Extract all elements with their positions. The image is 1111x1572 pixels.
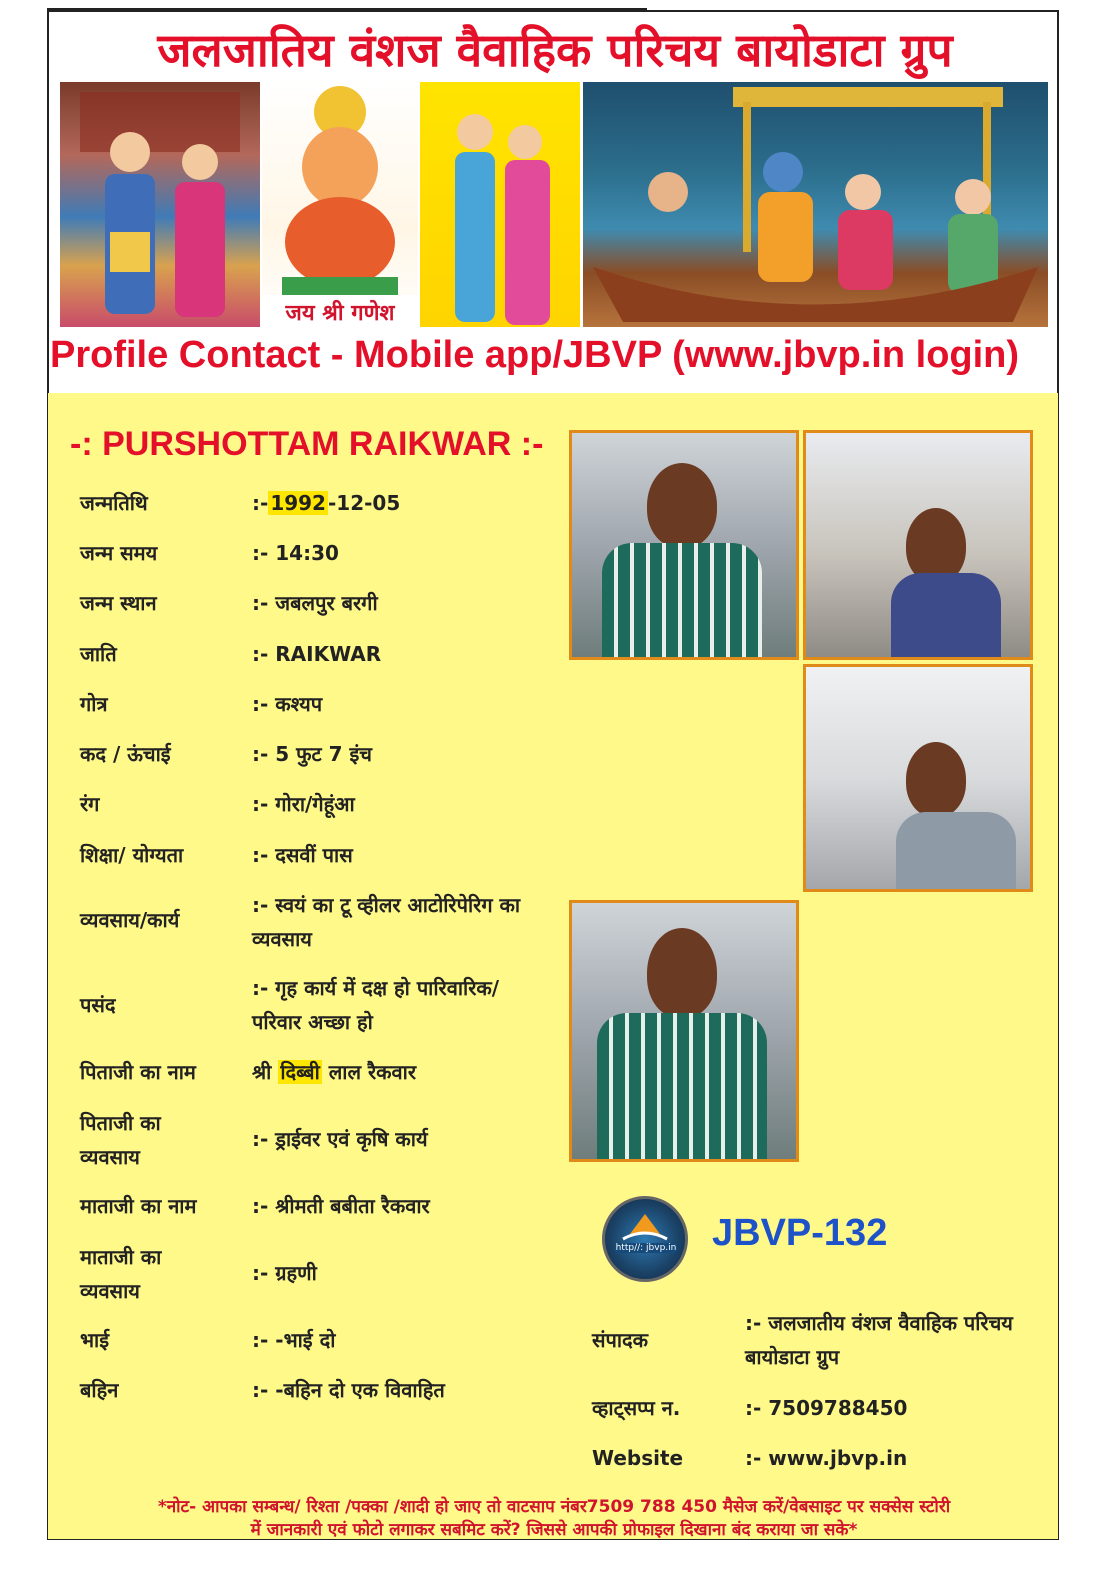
- value-occupation: :- स्वयं का टू व्हीलर आटोरिपेरिग का व्यवसाय: [252, 893, 521, 951]
- label-brothers: भाई: [80, 1328, 110, 1352]
- value-editor: :- जलजातीय वंशज वैवाहिक परिचय बायोडाटा ग्रुप: [745, 1311, 1013, 1369]
- banner-image-ram-sita: [60, 82, 260, 327]
- banner-image-ram-sita-2: [420, 82, 580, 327]
- value-whatsapp[interactable]: :- 7509788450: [745, 1396, 908, 1420]
- label-whatsapp: व्हाट्सप्प न.: [592, 1396, 681, 1420]
- label-father-occupation: पिताजी का व्यवसाय: [80, 1111, 161, 1169]
- dob-year: 1992: [270, 491, 326, 515]
- profile-id: JBVP-132: [712, 1212, 888, 1254]
- value-caste: :- RAIKWAR: [252, 642, 382, 666]
- dob-prefix: :-: [252, 491, 269, 515]
- footer-note: [50, 1496, 1058, 1542]
- jbvp-logo: [602, 1196, 688, 1282]
- father-prefix: श्री: [252, 1060, 272, 1084]
- banner-image-boat: [583, 82, 1048, 327]
- candidate-name: -: PURSHOTTAM RAIKWAR :-: [70, 425, 544, 463]
- father-rest: लाल रैकवार: [328, 1060, 417, 1084]
- label-birth-time: जन्म समय: [80, 541, 158, 565]
- label-education: शिक्षा/ योग्यता: [80, 843, 184, 867]
- label-mother-occupation: माताजी का व्यवसाय: [80, 1245, 162, 1303]
- label-father-name: पिताजी का नाम: [80, 1060, 196, 1084]
- value-mother-name: :- श्रीमती बबीता रैकवार: [252, 1194, 430, 1218]
- value-website[interactable]: :- www.jbvp.in: [745, 1446, 908, 1470]
- candidate-photo-3: [803, 664, 1033, 892]
- label-preference: पसंद: [80, 993, 116, 1017]
- value-mother-occupation: :- ग्रहणी: [252, 1261, 317, 1285]
- value-sisters: :- -बहिन दो एक विवाहित: [252, 1378, 445, 1402]
- label-dob: जन्मतिथि: [80, 491, 148, 515]
- contact-banner: Profile Contact - Mobile app/JBVP (www.jbvp.in login): [50, 334, 1020, 376]
- label-occupation: व्यवसाय/कार्य: [80, 908, 180, 932]
- candidate-photo-4: [569, 900, 799, 1162]
- father-first-name: दिब्बी: [280, 1060, 320, 1084]
- value-brothers: :- -भाई दो: [252, 1328, 336, 1352]
- label-sisters: बहिन: [80, 1378, 119, 1402]
- banner-image-ganesh: [262, 82, 418, 327]
- dob-rest: -12-05: [327, 491, 401, 515]
- label-birth-place: जन्म स्थान: [80, 591, 157, 615]
- label-gotra: गोत्र: [80, 692, 108, 716]
- value-education: :- दसवीं पास: [252, 843, 353, 867]
- value-father-occupation: :- ड्राईवर एवं कृषि कार्य: [252, 1127, 428, 1151]
- label-editor: संपादक: [592, 1328, 649, 1352]
- value-complexion: :- गोरा/गेहूंआ: [252, 792, 355, 816]
- candidate-photo-1: [569, 430, 799, 660]
- value-preference: :- गृह कार्य में दक्ष हो पारिवारिक/ परिवार अच्छा हो: [252, 976, 500, 1034]
- footer-line-1: *नोट- आपका सम्बन्ध/ रिश्ता /पक्का /शादी हो जाए तो वाटसाप नंबर7509 788 450 मैसेज करें/वेबसाइट पर सक्सेस स्टोरी: [157, 1497, 951, 1517]
- label-complexion: रंग: [80, 792, 100, 816]
- value-gotra: :- कश्यप: [252, 692, 323, 716]
- label-height: कद / ऊंचाई: [80, 742, 171, 766]
- candidate-photo-2: [803, 430, 1033, 660]
- value-height: :- 5 फुट 7 इंच: [252, 742, 373, 766]
- value-birth-time: :- 14:30: [252, 541, 339, 565]
- label-mother-name: माताजी का नाम: [80, 1194, 197, 1218]
- label-caste: जाति: [80, 642, 117, 666]
- value-birth-place: :- जबलपुर बरगी: [252, 591, 378, 615]
- footer-line-2: में जानकारी एवं फोटो लगाकर सबमिट करें? जिससे आपकी प्रोफाइल दिखाना बंद कराया जा सके*: [250, 1520, 858, 1540]
- value-father-name: [252, 1055, 552, 1089]
- ganesh-caption: जय श्री गणेश: [262, 295, 418, 329]
- label-website: Website: [592, 1446, 684, 1470]
- value-dob: [252, 486, 552, 520]
- logo-url-text: http//: jbvp.in: [615, 1243, 677, 1253]
- group-title: जलजातिय वंशज वैवाहिक परिचय बायोडाटा ग्रुप: [157, 23, 953, 77]
